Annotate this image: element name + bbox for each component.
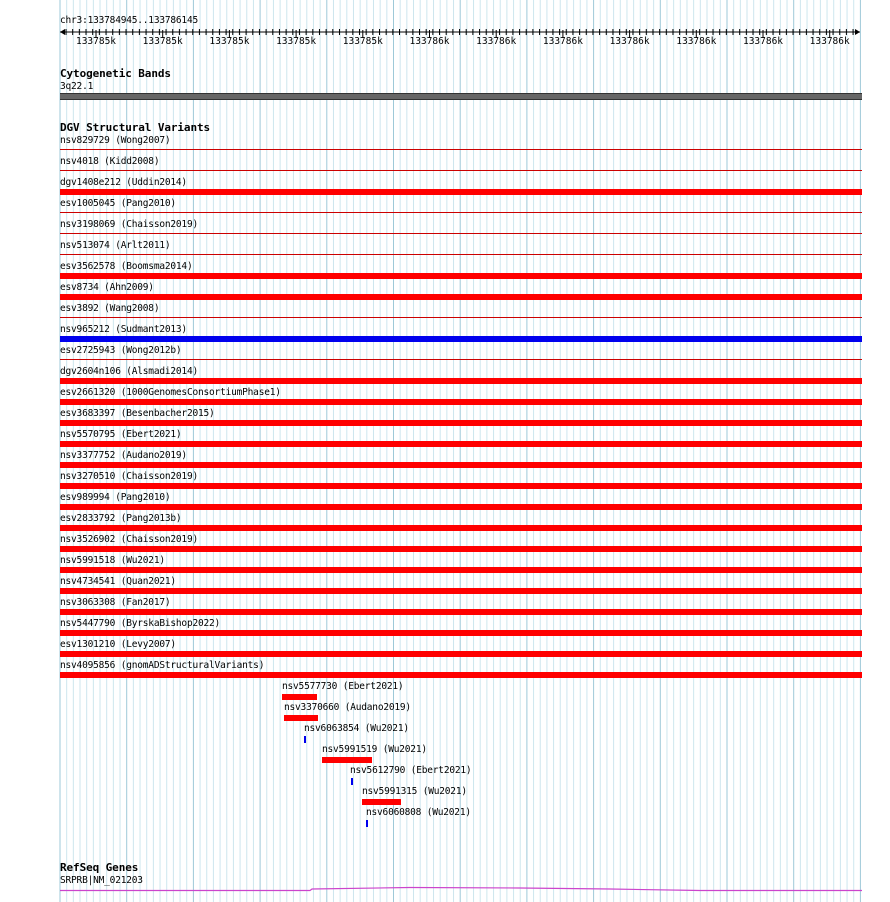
sv-feature-bar[interactable] [362, 799, 401, 805]
sv-label[interactable]: dgv2604n106 (Alsmadi2014) [60, 366, 198, 377]
ruler-right-arrow-icon [855, 29, 860, 35]
sv-label[interactable]: esv2725943 (Wong2012b) [60, 345, 182, 356]
sv-label[interactable]: esv2833792 (Pang2013b) [60, 513, 182, 524]
sv-label[interactable]: dgv1408e212 (Uddin2014) [60, 177, 187, 188]
ruler-tick-label: 133786k [809, 36, 850, 47]
sv-feature-bar[interactable] [60, 588, 862, 594]
ruler-tick-label: 133786k [476, 36, 517, 47]
sv-label[interactable]: esv3683397 (Besenbacher2015) [60, 408, 215, 419]
sv-feature-bar[interactable] [322, 757, 372, 763]
sv-label[interactable]: nsv3063308 (Fan2017) [60, 597, 171, 608]
ruler-tick-label: 133785k [209, 36, 250, 47]
ruler-tick-label: 133786k [609, 36, 650, 47]
sv-feature-bar[interactable] [60, 149, 862, 150]
sv-label[interactable]: esv989994 (Pang2010) [60, 492, 171, 503]
ruler-tick-label: 133785k [75, 36, 117, 47]
sv-label[interactable]: nsv5577730 (Ebert2021) [282, 681, 404, 692]
track-title-dgv: DGV Structural Variants [60, 121, 211, 134]
sv-label[interactable]: nsv829729 (Wong2007) [60, 135, 171, 146]
sv-label[interactable]: nsv965212 (Sudmant2013) [60, 324, 187, 335]
sv-label[interactable]: nsv5991519 (Wu2021) [322, 744, 427, 755]
sv-label[interactable]: esv3892 (Wang2008) [60, 303, 160, 314]
sv-feature-bar[interactable] [304, 736, 306, 743]
ruler-left-arrow-icon [60, 29, 65, 35]
sv-label[interactable]: nsv4095856 (gnomADStructuralVariants) [60, 660, 265, 671]
sv-feature-bar[interactable] [366, 820, 368, 827]
ruler-tick-label: 133786k [409, 36, 450, 47]
sv-feature-bar[interactable] [60, 378, 862, 384]
sv-feature-bar[interactable] [60, 420, 862, 426]
sv-label[interactable]: esv8734 (Ahn2009) [60, 282, 154, 293]
sv-label[interactable]: nsv4734541 (Quan2021) [60, 576, 176, 587]
sv-label[interactable]: nsv5612790 (Ebert2021) [350, 765, 472, 776]
sv-label[interactable]: nsv3377752 (Audano2019) [60, 450, 187, 461]
sv-feature-bar[interactable] [60, 273, 862, 279]
ruler-tick-label: 133785k [342, 36, 383, 47]
ruler-scale [0, 0, 890, 60]
gene-label: SRPRB|NM_021203 [60, 875, 143, 886]
sv-feature-bar[interactable] [60, 359, 862, 360]
track-title-cytobands: Cytogenetic Bands [60, 67, 171, 80]
sv-feature-bar[interactable] [351, 778, 353, 785]
sv-label[interactable]: esv2661320 (1000GenomesConsortiumPhase1) [60, 387, 281, 398]
sv-label[interactable]: nsv6063854 (Wu2021) [304, 723, 409, 734]
sv-label[interactable]: nsv5447790 (ByrskaBishop2022) [60, 618, 221, 629]
sv-feature-bar[interactable] [60, 630, 862, 636]
ruler-tick-label: 133785k [142, 36, 183, 47]
sv-label[interactable]: nsv5991315 (Wu2021) [362, 786, 467, 797]
sv-feature-bar[interactable] [60, 546, 862, 552]
sv-label[interactable]: nsv3270510 (Chaisson2019) [60, 471, 198, 482]
coordinate-ruler[interactable] [0, 0, 890, 60]
ruler-tick-label: 133786k [542, 36, 583, 47]
sv-feature-bar[interactable] [60, 336, 862, 342]
sv-label[interactable]: esv1301210 (Levy2007) [60, 639, 176, 650]
gene-model[interactable] [0, 882, 890, 902]
location-label: chr3:133784945..133786145 [60, 15, 198, 26]
sv-label[interactable]: nsv3526902 (Chaisson2019) [60, 534, 198, 545]
sv-feature-bar[interactable] [60, 672, 862, 678]
sv-feature-bar[interactable] [60, 254, 862, 255]
sv-label[interactable]: nsv513074 (Arlt2011) [60, 240, 171, 251]
sv-feature-bar[interactable] [60, 212, 862, 213]
sv-label[interactable]: nsv4018 (Kidd2008) [60, 156, 160, 167]
sv-label[interactable]: esv3562578 (Boomsma2014) [60, 261, 193, 272]
cytoband-bar[interactable] [60, 93, 862, 100]
sv-feature-bar[interactable] [60, 609, 862, 615]
sv-feature-bar[interactable] [282, 694, 317, 700]
sv-feature-bar[interactable] [60, 483, 862, 489]
cytoband-label: 3q22.1 [60, 81, 94, 92]
sv-feature-bar[interactable] [60, 317, 862, 318]
sv-feature-bar[interactable] [60, 441, 862, 447]
sv-feature-bar[interactable] [60, 462, 862, 468]
sv-feature-bar[interactable] [60, 651, 862, 657]
sv-feature-bar[interactable] [60, 294, 862, 300]
sv-feature-bar[interactable] [284, 715, 318, 721]
track-title-refseq: RefSeq Genes [60, 861, 139, 874]
gene-intron-line [60, 888, 862, 891]
ruler-tick-label: 133786k [676, 36, 717, 47]
sv-label[interactable]: nsv3370660 (Audano2019) [284, 702, 411, 713]
sv-feature-bar[interactable] [60, 567, 862, 573]
sv-label[interactable]: esv1005045 (Pang2010) [60, 198, 176, 209]
sv-feature-bar[interactable] [60, 504, 862, 510]
ruler-tick-label: 133786k [742, 36, 784, 47]
sv-feature-bar[interactable] [60, 170, 862, 171]
ruler-tick-label: 133785k [276, 36, 317, 47]
sv-feature-bar[interactable] [60, 525, 862, 531]
sv-label[interactable]: nsv5570795 (Ebert2021) [60, 429, 182, 440]
sv-feature-bar[interactable] [60, 399, 862, 405]
sv-label[interactable]: nsv3198069 (Chaisson2019) [60, 219, 198, 230]
sv-label[interactable]: nsv5991518 (Wu2021) [60, 555, 165, 566]
sv-feature-bar[interactable] [60, 189, 862, 195]
sv-label[interactable]: nsv6060808 (Wu2021) [366, 807, 471, 818]
sv-feature-bar[interactable] [60, 233, 862, 234]
